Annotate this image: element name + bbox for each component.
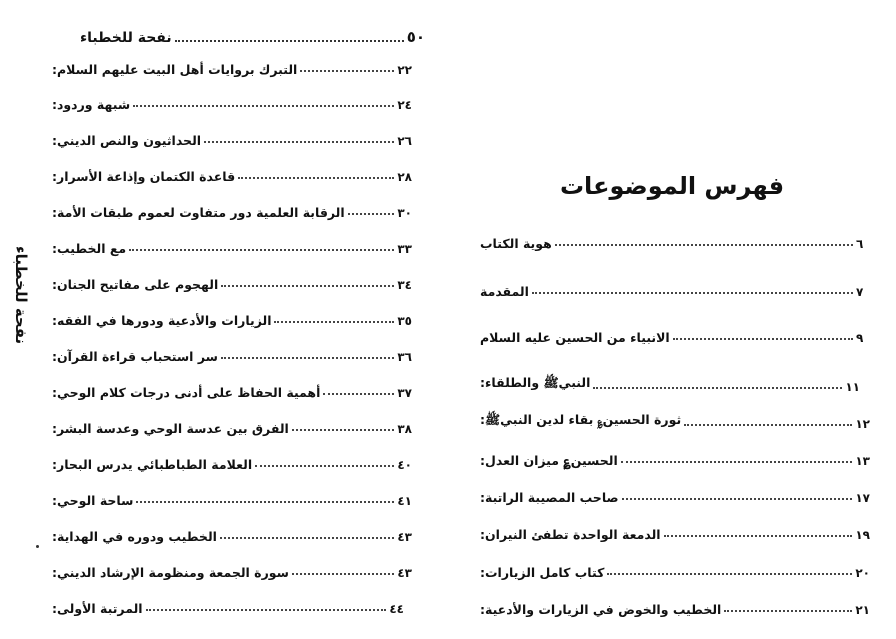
toc-entry-page: ٤٠ [397,458,412,472]
right-page [448,0,896,639]
toc-entry[interactable] [52,164,412,184]
toc-entry-title: العلامة الطباطبائي يدرس البحار: [52,457,253,472]
toc-entry-title: هوية الكتاب [480,236,552,251]
toc-entry[interactable] [52,596,404,616]
leader-dots [204,141,394,143]
toc-entry[interactable] [480,374,860,394]
toc-entry[interactable] [52,524,412,544]
toc-entry[interactable] [480,231,870,251]
toc-entry-page: ٣٧ [397,386,412,400]
leader-dots [348,213,395,215]
toc-entry-title: شبهة وردود: [52,97,131,112]
toc-entry-title: الانبياء من الحسين عليه السلام [480,330,670,345]
toc-entry-title: أهمية الحفاظ على أدنى درجات كلام الوحي: [52,385,321,400]
leader-dots [238,177,394,179]
leader-dots [292,573,394,575]
toc-entry-page: ٣٥ [397,314,412,328]
toc-entry-page: ٩ [856,331,864,345]
leader-dots [129,249,394,251]
toc-entry-page: ٣٦ [397,350,412,364]
toc-entry-title: كتاب كامل الزيارات: [480,565,605,580]
toc-entry-title: الدمعة الواحدة تطفئ النيران: [480,527,661,542]
toc-entry-page: ٣٤ [397,278,412,292]
leader-dots [593,387,842,389]
leader-dots [664,535,853,537]
side-book-title: نفحة للخطباء [12,245,30,345]
toc-entry[interactable] [480,325,870,345]
toc-entry-page: ١٣ [855,454,870,468]
toc-entry-title: الزيارات والأدعية ودورها في الفقه: [52,313,272,328]
toc-entry[interactable] [52,380,412,400]
toc-entry-page: ٢٤ [397,98,412,112]
toc-entry-page: ٣٠ [397,206,412,220]
toc-entry-title: قاعدة الكتمان وإذاعة الأسرار: [52,169,236,184]
leader-dots [323,393,394,395]
toc-entry[interactable] [480,522,870,542]
margin-mark [36,545,39,548]
toc-entry-page: ٧ [856,285,864,299]
toc-entry[interactable] [52,128,412,148]
toc-entry-page: ٤١ [397,494,412,508]
toc-entry-page: ١١ [845,380,860,394]
leader-dots [221,357,394,359]
toc-entry-page: ٤٣ [397,566,412,580]
toc-entry[interactable] [480,485,870,505]
toc-entry-title: ساحة الوحي: [52,493,134,508]
leader-dots [274,321,394,323]
toc-heading: فهرس الموضوعات [559,172,785,200]
leader-dots [133,105,394,107]
toc-entry-page: ٢٠ [855,566,870,580]
leader-dots [221,285,394,287]
toc-entry-page: ٢٨ [397,170,412,184]
toc-entry[interactable] [52,57,412,77]
toc-entry[interactable] [52,416,412,436]
toc-entry-title: الفرق بين عدسة الوحي وعدسة البشر: [52,421,289,436]
leader-dots [300,70,394,72]
toc-entry[interactable] [480,560,870,580]
leader-dots [607,573,852,575]
toc-entry[interactable] [52,200,412,220]
toc-entry-page: ٢١ [855,603,870,617]
toc-entry-page: ٣٨ [397,422,412,436]
toc-entry-title: سورة الجمعة ومنظومة الإرشاد الديني: [52,565,289,580]
toc-entry-title: الهجوم على مفاتيح الجنان: [52,277,219,292]
toc-entry-title: ثورة الحسين؏ بقاء لدين النبيﷺ: [480,412,682,427]
toc-entry-title: صاحب المصيبة الراتبة: [480,490,619,505]
toc-entry-page: ٢٦ [397,134,412,148]
leader-dots [724,610,852,612]
toc-entry[interactable] [480,448,870,468]
running-header-title: نفحة للخطباء [80,30,172,46]
leader-dots [555,244,853,246]
toc-entry-title: الحداثيون والنص الديني: [52,133,202,148]
toc-entry[interactable] [52,488,412,508]
leader-dots [146,609,387,611]
leader-dots [220,537,394,539]
toc-entry[interactable] [52,344,412,364]
leader-dots [621,461,853,463]
leader-dots [292,429,395,431]
toc-entry[interactable] [52,272,412,292]
toc-entry-title: التبرك بروايات أهل البيت عليهم السلام: [52,62,298,77]
toc-entry[interactable] [52,236,412,256]
toc-entry-page: ٤٣ [397,530,412,544]
leader-dots [136,501,394,503]
running-header [80,26,425,46]
toc-entry-title: المرتبة الأولى: [52,601,143,616]
toc-entry[interactable] [480,279,870,299]
toc-entry-page: ٢٢ [397,63,412,77]
leader-dots [532,292,853,294]
toc-entry[interactable] [52,92,412,112]
leader-dots [255,465,394,467]
toc-entry-title: الحسين؏ ميزان العدل: [480,453,618,468]
toc-entry-title: الرقابة العلمية دور متفاوت لعموم طبقات الأمة: [52,205,345,220]
toc-entry[interactable] [480,597,870,617]
toc-entry-page: ٤٤ [389,602,404,616]
toc-entry[interactable] [480,411,870,431]
toc-entry-page: ١٩ [855,528,870,542]
toc-entry-page: ١٢ [855,417,870,431]
leader-dots [673,338,853,340]
toc-entry-title: سر استحباب قراءة القرآن: [52,349,218,364]
leader-dots [175,40,404,42]
toc-entry-title: مع الخطيب: [52,241,127,256]
toc-entry-title: الخطيب والخوض في الزيارات والأدعية: [480,602,722,617]
toc-entry[interactable] [52,452,412,472]
toc-entry-page: ٣٣ [397,242,412,256]
toc-entry[interactable] [52,308,412,328]
toc-entry-title: المقدمة [480,284,529,299]
toc-entry-page: ١٧ [855,491,870,505]
leader-dots [622,498,853,500]
toc-entry-title: الخطيب ودوره في الهداية: [52,529,217,544]
leader-dots [684,424,852,426]
toc-entry[interactable] [52,560,412,580]
toc-entry-title: النبيﷺ والطلقاء: [480,375,591,390]
toc-entry-page: ٦ [856,237,864,251]
page-number: ٥٠ [406,28,425,46]
